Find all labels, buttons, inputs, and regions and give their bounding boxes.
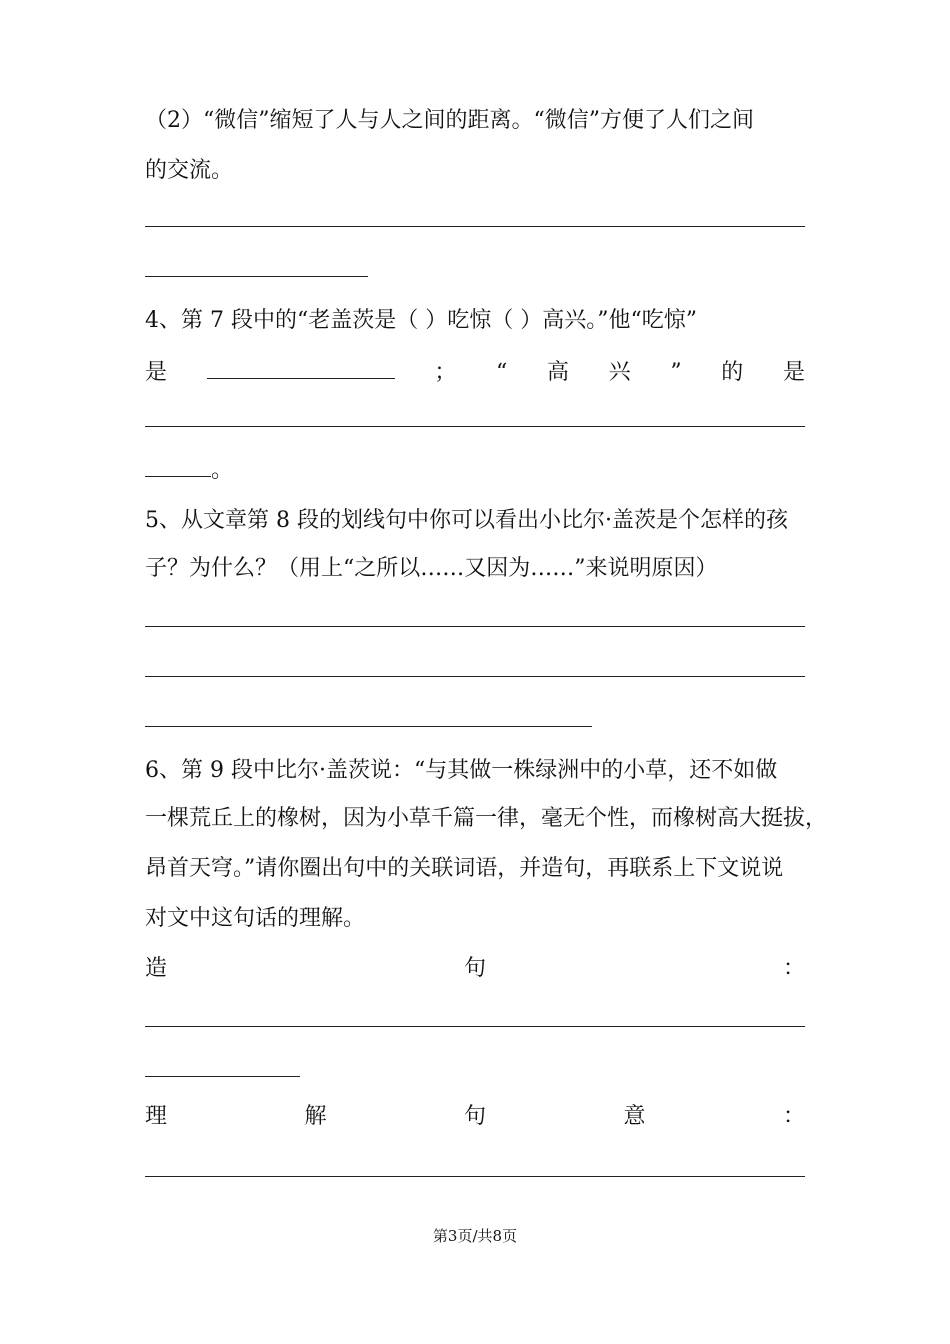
q6-line-1: 6、第 9 段中比尔·盖茨说：“与其做一株绿洲中的小草，还不如做 bbox=[145, 758, 778, 783]
q4-word-de: 的 bbox=[721, 360, 744, 385]
q6-understand-char-2: 解 bbox=[304, 1104, 327, 1129]
q6-line-3: 昂首天穹。”请你圈出句中的关联词语，并造句，再联系上下文说说 bbox=[145, 856, 784, 881]
q4-answer-line-2[interactable] bbox=[145, 476, 211, 477]
q4-answer-line-1[interactable] bbox=[145, 426, 805, 427]
q5-answer-line-3[interactable] bbox=[145, 726, 592, 727]
q6-make-colon: ： bbox=[782, 956, 805, 981]
q4-close-quote: ” bbox=[670, 360, 682, 385]
q3-2-line-2: 的交流。 bbox=[145, 158, 234, 183]
q6-understand-line-1[interactable] bbox=[145, 1176, 805, 1177]
q4-blank-surprise[interactable] bbox=[207, 358, 395, 379]
q4-open-quote: “ bbox=[496, 360, 508, 385]
q5-line-1: 5、从文章第 8 段的划线句中你可以看出小比尔·盖茨是个怎样的孩 bbox=[145, 508, 788, 533]
q5-answer-line-1[interactable] bbox=[145, 626, 805, 627]
q6-line-4: 对文中这句话的理解。 bbox=[145, 906, 366, 931]
q4-end-period: 。 bbox=[211, 458, 234, 483]
q6-understand-char-3: 句 bbox=[463, 1104, 486, 1129]
q3-2-line-1: （2）“微信”缩短了人与人之间的距离。“微信”方便了人们之间 bbox=[145, 108, 754, 133]
q4-line-1: 4、第 7 段中的“老盖茨是（ ）吃惊（ ）高兴。”他“吃惊” bbox=[145, 308, 697, 333]
q4-line-2 bbox=[145, 358, 805, 386]
q6-make-sentence-label bbox=[145, 956, 805, 982]
q3-2-answer-line-1[interactable] bbox=[145, 226, 805, 227]
q6-make-char-1: 造 bbox=[145, 956, 168, 981]
q6-understand-char-1: 理 bbox=[145, 1104, 168, 1129]
q4-word-gao: 高 bbox=[546, 360, 569, 385]
q4-semicolon: ； bbox=[434, 360, 457, 385]
q3-2-answer-line-2[interactable] bbox=[145, 276, 368, 277]
q6-understand-char-4: 意 bbox=[623, 1104, 646, 1129]
q4-word-shi-2: 是 bbox=[782, 360, 805, 385]
q5-answer-line-2[interactable] bbox=[145, 676, 805, 677]
q6-understand-colon: ： bbox=[782, 1104, 805, 1129]
q5-line-2: 子？为什么？（用上“之所以……又因为……”来说明原因） bbox=[145, 556, 718, 581]
q6-understand-label bbox=[145, 1104, 805, 1130]
q6-sentence-line-1[interactable] bbox=[145, 1026, 805, 1027]
page-number-footer: 第3页/共8页 bbox=[432, 1227, 518, 1245]
q6-make-char-2: 句 bbox=[463, 956, 486, 981]
q4-word-xing: 兴 bbox=[608, 360, 631, 385]
q6-line-2: 一棵荒丘上的橡树，因为小草千篇一律，毫无个性，而橡树高大挺拔， bbox=[145, 806, 828, 831]
q6-sentence-line-2[interactable] bbox=[145, 1076, 300, 1077]
q4-word-shi: 是 bbox=[145, 360, 168, 385]
